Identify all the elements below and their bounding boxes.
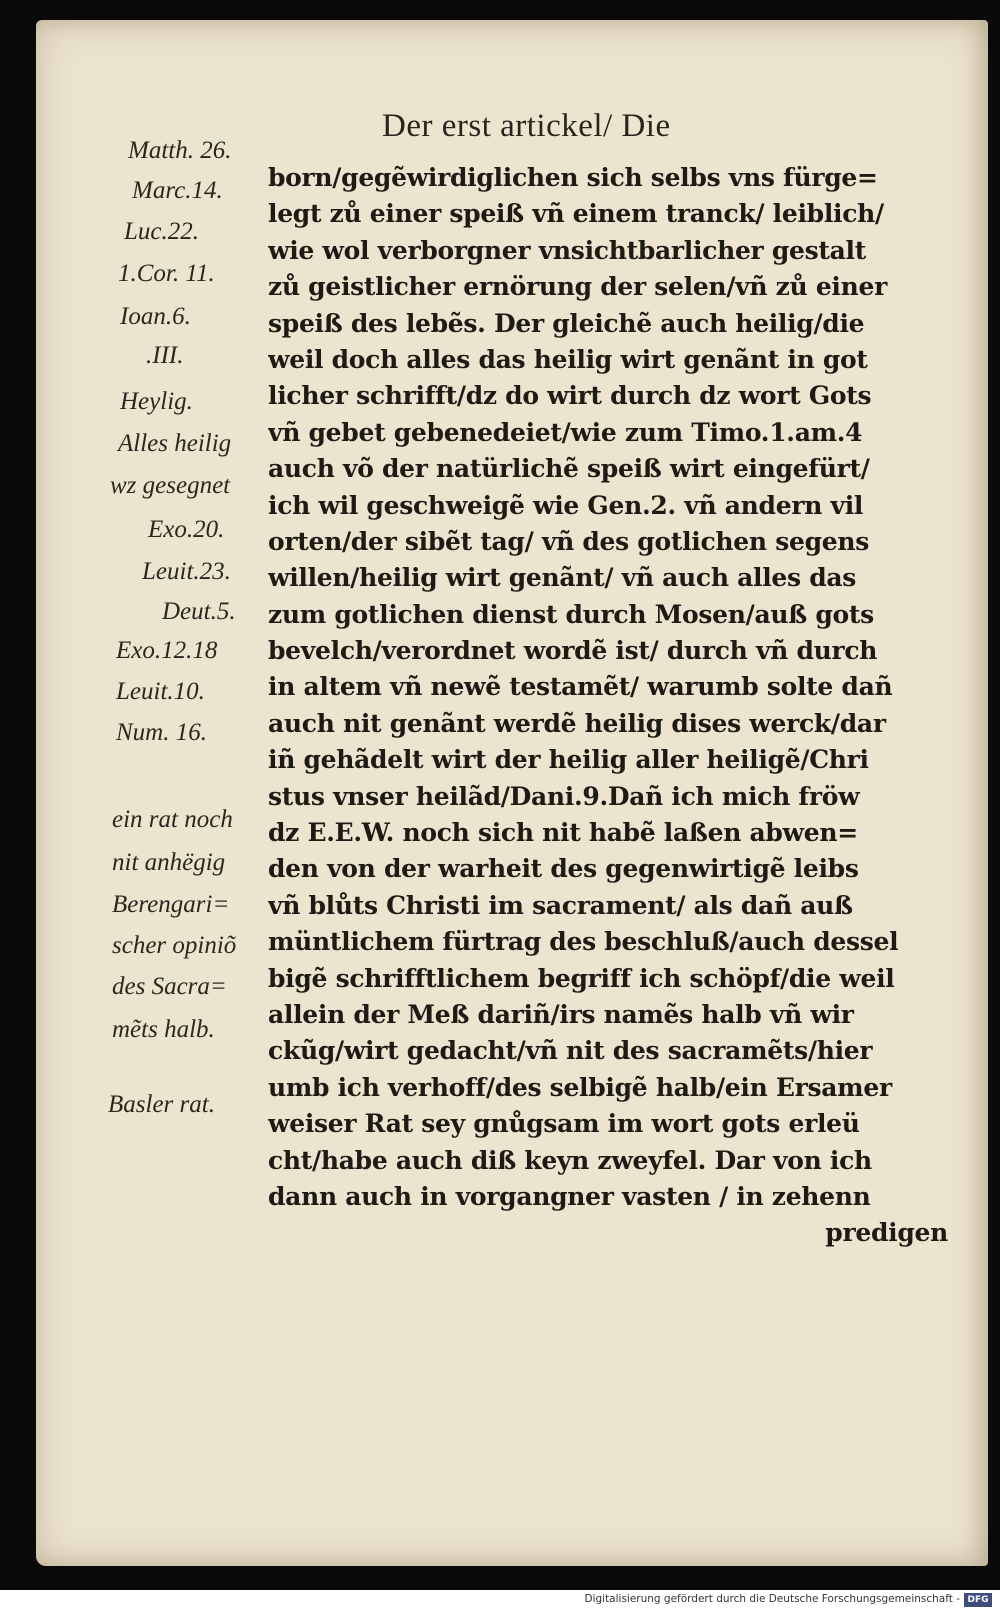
margin-note: 1.Cor. 11. — [118, 260, 215, 287]
text-line: stus vnser heilãd/Dani.9.Dañ ich mich fröw — [268, 781, 860, 811]
text-line: zum gotlichen dienst durch Mosen/auß gots — [268, 599, 874, 629]
margin-note: Marc.14. — [132, 177, 223, 204]
running-head: Der erst artickel/ Die — [382, 108, 671, 144]
text-line: dz E.E.W. noch sich nit habẽ laßen abwen= — [268, 818, 858, 848]
margin-note: .III. — [146, 342, 184, 369]
body-text — [268, 160, 968, 1252]
margin-note: Alles heilig — [118, 430, 232, 457]
text-line: zů geistlicher ernörung der selen/vñ zů einer — [268, 272, 887, 302]
margin-note: Exo.20. — [148, 516, 225, 543]
text-line: bevelch/verordnet wordẽ ist/ durch vñ durch — [268, 636, 878, 666]
text-line: willen/heilig wirt genãnt/ vñ auch alles das — [268, 563, 857, 593]
margin-note: Exo.12.18 — [116, 637, 218, 664]
margin-note: Ioan.6. — [120, 303, 191, 330]
text-line: orten/der sibẽt tag/ vñ des gotlichen segens — [268, 526, 870, 556]
margin-note: des Sacra= — [112, 973, 227, 1000]
text-line: wie wol verborgner vnsichtbarlicher gestalt — [268, 235, 866, 265]
text-line: müntlichem fürtrag des beschluß/auch dessel — [268, 927, 899, 957]
text-line: dann auch in vorgangner vasten / in zehenn — [268, 1181, 871, 1211]
book-page — [36, 20, 988, 1566]
margin-note: Luc.22. — [124, 218, 199, 245]
margin-note: Leuit.10. — [116, 678, 205, 705]
text-line: speiß des lebẽs. Der gleichẽ auch heilig/die — [268, 308, 865, 338]
text-line: iñ gehãdelt wirt der heilig aller heiligẽ/Chri — [268, 745, 869, 775]
margin-notes — [36, 20, 286, 1566]
text-line: vñ gebet gebenedeiet/wie zum Timo.1.am.4 — [268, 417, 863, 447]
text-line: legt zů einer speiß vñ einem tranck/ leiblich/ — [268, 199, 884, 229]
margin-note: Matth. 26. — [128, 137, 232, 164]
text-line: in altem vñ newẽ testamẽt/ warumb solte dañ — [268, 672, 893, 702]
text-line: umb ich verhoff/des selbigẽ halb/ein Ersamer — [268, 1072, 892, 1102]
text-line: weil doch alles das heilig wirt genãnt in got — [268, 344, 868, 374]
text-line: den von der warheit des gegenwirtigẽ leibs — [268, 854, 859, 884]
text-line: ich wil geschweigẽ wie Gen.2. vñ andern vil — [268, 490, 864, 520]
margin-note: Berengari= — [112, 891, 230, 918]
text-line: weiser Rat sey gnůgsam im wort gots erleü — [268, 1109, 860, 1139]
dfg-logo-icon: DFG — [964, 1593, 992, 1607]
margin-note: Leuit.23. — [142, 558, 231, 585]
text-line: auch nit genãnt werdẽ heilig dises werck/dar — [268, 708, 886, 738]
margin-note: nit anhëgig — [112, 849, 226, 876]
margin-note: Basler rat. — [108, 1091, 215, 1118]
margin-note: scher opiniõ — [112, 932, 237, 959]
margin-note: Deut.5. — [162, 598, 236, 625]
text-line: auch võ der natürlichẽ speiß wirt eingefürt/ — [268, 454, 870, 484]
text-line: born/gegẽwirdiglichen sich selbs vns fürge= — [268, 163, 878, 192]
text-line: cht/habe auch diß keyn zweyfel. Dar von ich — [268, 1145, 872, 1175]
catchword: predigen — [825, 1218, 948, 1248]
text-line: allein der Meß dariñ/irs namẽs halb vñ wir — [268, 999, 854, 1029]
text-line: bigẽ schrifftlichem begriff ich schöpf/die weil — [268, 963, 895, 993]
text-line: licher schrifft/dz do wirt durch dz wort Gots — [268, 381, 872, 411]
margin-note: ein rat noch — [112, 806, 233, 833]
margin-note: Num. 16. — [116, 719, 207, 746]
margin-note: Heylig. — [120, 388, 193, 415]
text-line: ckũg/wirt gedacht/vñ nit des sacramẽts/hier — [268, 1036, 873, 1066]
footer-bar — [0, 1590, 1000, 1611]
margin-note: wz gesegnet — [110, 472, 231, 499]
text-line: vñ blůts Christi im sacrament/ als dañ auß — [268, 890, 853, 920]
margin-note: mẽts halb. — [112, 1016, 215, 1043]
funding-notice: Digitalisierung gefördert durch die Deutsche Forschungsgemeinschaft - — [584, 1593, 960, 1605]
